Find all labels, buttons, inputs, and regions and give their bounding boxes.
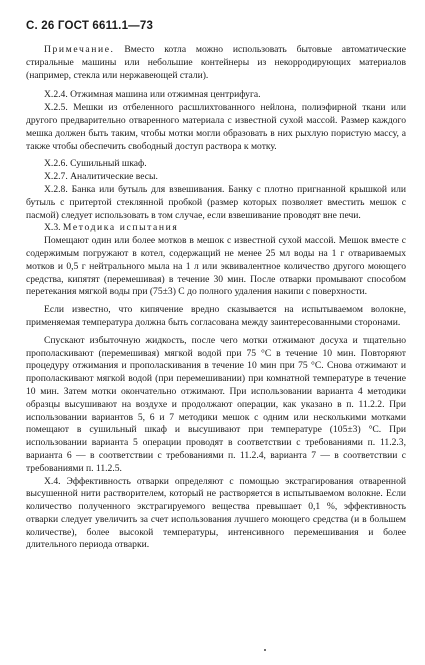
page-header: С. 26 ГОСТ 6611.1—73 [26,20,154,32]
scan-speck [264,649,266,651]
paragraph-boiling-note: Если известно, что кипячение вредно сказывается на испытываемом волокне, применяемая температура должна быть согласована между заинтересованными сторонами. [26,304,406,328]
paragraph-procedure: Помещают один или более мотков в мешок с известной сухой массой. Мешок вместе с содержимым погружают в котел, содержащий не менее 25 мл воды на 1 г отвариваемых мотков и 0,5 г нейтрального мыла на 1 л или эквивалентное количество другого моющего средства, кипятят (перемешивая) в течение 30 мин. После отварки промывают способом перетекания мягкой воды при (75±3) С до полного удаления накипи с поверхности. [26,235,406,298]
note-label: Примечание. [44,44,115,55]
note-text: Вместо котла можно использовать бытовые автоматические стиральные машины или небольшие контейнеры из некорродирующих материалов (например, стекла или нержавеющей стали). [26,44,406,81]
item-x27: Х.2.7. Аналитические весы. [44,171,158,183]
paragraph-rinsing: Спускают избыточную жидкость, после чего мотки отжимают досуха и тщательно прополаскивают (перемешивая) мягкой водой при 75 °С в течение 10 мин. Повторяют процедуру отжимания и прополаскивания в течение 10 мин при 75 °С. Снова отжимают и прополаскивают мягкой водой (при перемешивании) при комнатной температуре в течение 10 мин. Затем мотки окончательно отжимают. При использовании варианта 4 методики образцы высушивают на воздухе и продолжают операции, как указано в п. 11.2.2. При использовании вариантов 5, 6 и 7 методики мешок с одним или несколькими мотками помещают в сушильный шкаф и высушивают при температуре (105±3) °С. При использовании варианта 5 операции проводят в соответствии с требованиями п. 11.2.3, варианта 6 — в соответствии с требованиями п. 11.2.4, варианта 7 — в соответствии с требованиями п. 11.2.5. [26,334,406,474]
section-title: Методика испытания [62,222,179,234]
section-heading [26,222,406,235]
item-x25: Х.2.5. Мешки из отбеленного расшлихтованного нейлона, полиэфирной ткани или другого предварительно отваренного материала с известной сухой массой. Размер каждого мешка должен быть таким, чтобы мотки могли образовать в них рыхлую пористую массу, а также чтобы обеспечить свободный доступ раствора к мотку. [26,102,406,152]
paragraph-x4: Х.4. Эффективность отварки определяют с помощью экстрагирования отваренной высушенной нити растворителем, который не растворяется в испытываемом волокне. Если количество полученного экстрагируемого вещества превышает 0,1 %, эффективность отварки следует увеличить за счет использования лучшего моющего средства (и в большем количестве), более высокой температуры, интенсивного перемешивания и более длительного периода отварки. [26,475,406,551]
document-body [26,44,406,552]
note-paragraph [26,44,406,82]
item-x28: Х.2.8. Банка или бутыль для взвешивания. Банку с плотно пригнанной крышкой или бутыль с притертой стеклянной пробкой (размер которых позволяет вместить мешок с пасмой) следует использовать в том случае, если взвешивание проводят вне печи. [26,183,406,221]
section-number: Х.3. [44,222,63,234]
item-x24: Х.2.4. Отжимная машина или отжимная центрифуга. [44,89,261,101]
item-x26: Х.2.6. Сушильный шкаф. [44,158,147,170]
